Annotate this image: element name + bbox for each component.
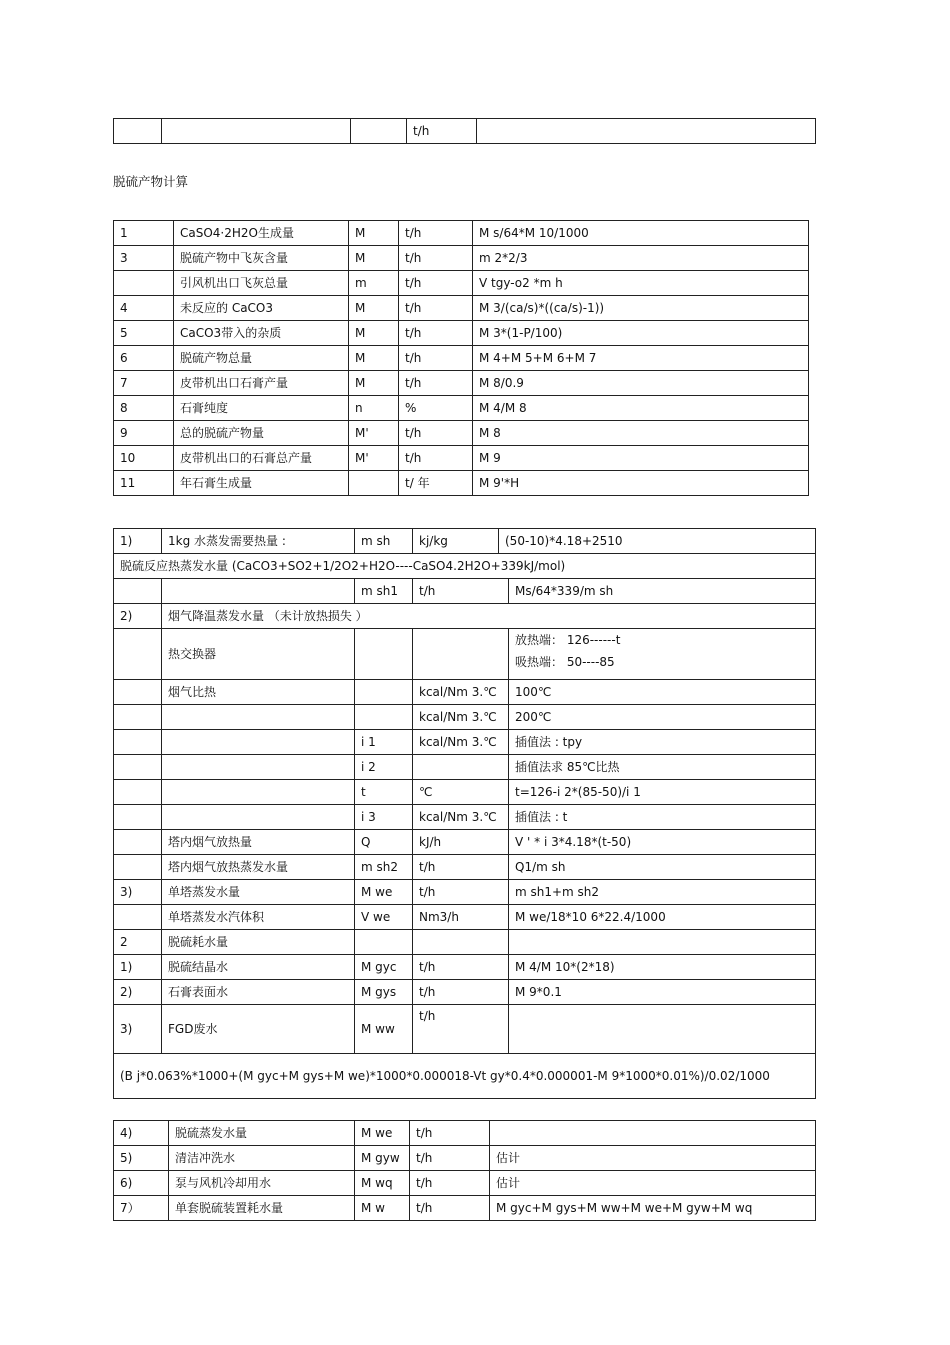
table-row: 4 未反应的 CaCO3 M t/h M 3/(ca/s)*((ca/s)-1)) [114,296,809,321]
table-row: 11 年石膏生成量 t/ 年 M 9'*H [114,471,809,496]
table-row [114,119,816,144]
table-row: 10 皮带机出口的石膏总产量 M' t/h M 9 [114,446,809,471]
water-table [113,528,816,1099]
table-row: 脱硫反应热蒸发水量 (CaCO3+SO2+1/2O2+H2O----CaSO4.2H2O+339kJ/mol) [114,554,816,579]
table-row: 8 石膏纯度 n % M 4/M 8 [114,396,809,421]
table-row: (B j*0.063%*1000+(M gyc+M gys+M we)*1000*0.000018-Vt gy*0.4*0.000001-M 9*1000*0.01%)/0.02/1000 [114,1054,816,1099]
table-row: 塔内烟气放热蒸发水量 m sh2 t/h Q1/m sh [114,855,816,880]
table-row: 7） 单套脱硫装置耗水量 M w t/h M gyc+M gys+M ww+M we+M gyw+M wq [114,1196,816,1221]
table-row: 烟气比热 kcal/Nm 3.℃ 100℃ [114,680,816,705]
table-row: 2 脱硫耗水量 [114,930,816,955]
section-title: 脱硫产物计算 [113,174,189,189]
table-row: t ℃ t=126-i 2*(85-50)/i 1 [114,780,816,805]
table-row: i 1 kcal/Nm 3.℃ 插值法 : tpy [114,730,816,755]
table-row: 引风机出口飞灰总量 m t/h V tgy-o2 *m h [114,271,809,296]
table-row: i 2 插值法求 85℃比热 [114,755,816,780]
table-row: 塔内烟气放热量 Q kJ/h V ' * i 3*4.18*(t-50) [114,830,816,855]
table-row: 3 脱硫产物中飞灰含量 M t/h m 2*2/3 [114,246,809,271]
table-row: 1) 脱硫结晶水 M gyc t/h M 4/M 10*(2*18) [114,955,816,980]
table-row: 单塔蒸发水汽体积 V we Nm3/h M we/18*10 6*22.4/1000 [114,905,816,930]
table-row: m sh1 t/h Ms/64*339/m sh [114,579,816,604]
table-row: 2) 烟气降温蒸发水量 （未计放热损失 ） [114,604,816,629]
products-table [113,220,809,496]
table-row: 1 CaSO4·2H2O生成量 M t/h M s/64*M 10/1000 [114,221,809,246]
table-row: 5 CaCO3带入的杂质 M t/h M 3*(1-P/100) [114,321,809,346]
table-row: 热交换器 放热端： 126------t 吸热端： 50----85 [114,629,816,680]
table-row: 2) 石膏表面水 M gys t/h M 9*0.1 [114,980,816,1005]
unit-cell: t/h [407,119,477,144]
water-table-tail [113,1120,816,1221]
table-row: 4) 脱硫蒸发水量 M we t/h [114,1121,816,1146]
table-row: 3) FGD废水 M ww t/h [114,1005,816,1054]
table-row: kcal/Nm 3.℃ 200℃ [114,705,816,730]
table-row: 3) 单塔蒸发水量 M we t/h m sh1+m sh2 [114,880,816,905]
table-row: 1) 1kg 水蒸发需要热量 : m sh kj/kg (50-10)*4.18+2510 [114,529,816,554]
table-row: 6) 泵与风机冷却用水 M wq t/h 估计 [114,1171,816,1196]
table-row: 7 皮带机出口石膏产量 M t/h M 8/0.9 [114,371,809,396]
table-row: 9 总的脱硫产物量 M' t/h M 8 [114,421,809,446]
table-row: i 3 kcal/Nm 3.℃ 插值法 : t [114,805,816,830]
table-row: 6 脱硫产物总量 M t/h M 4+M 5+M 6+M 7 [114,346,809,371]
table-row: 5) 清洁冲洗水 M gyw t/h 估计 [114,1146,816,1171]
top-table [113,118,816,144]
